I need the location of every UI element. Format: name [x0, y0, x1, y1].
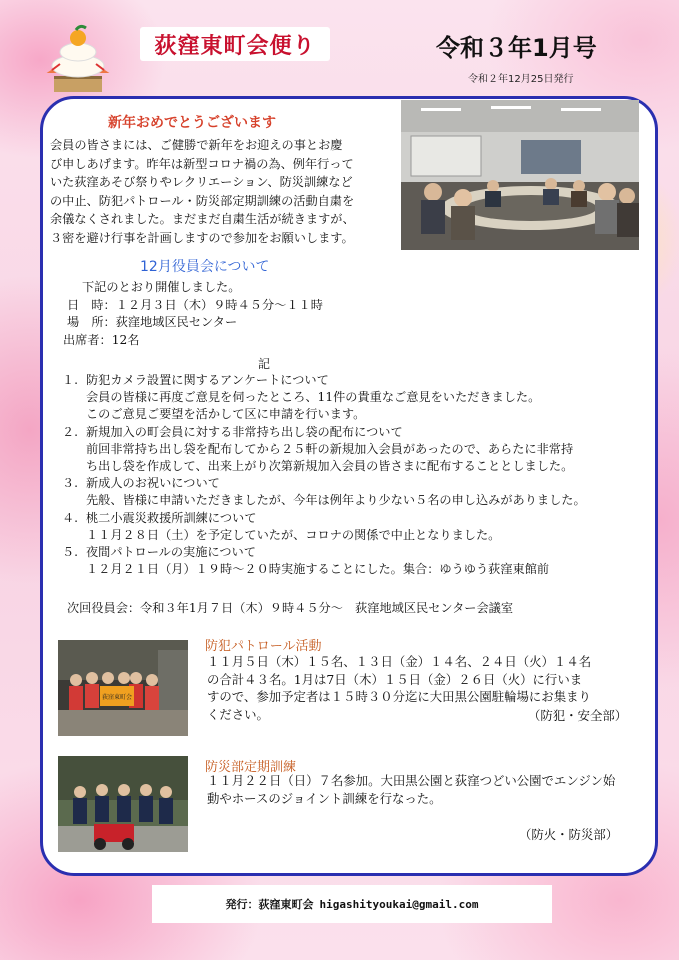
agenda-title: 桃二小震災救援所訓練について — [86, 510, 257, 525]
agenda-item — [62, 475, 652, 492]
greeting-line: いた荻窪あそび祭りやレクリエーション、防災訓練など — [50, 175, 353, 189]
agenda-number: ２. — [62, 424, 79, 439]
agenda-body: このご意見ご要望を活かして区に申請を行います。 — [86, 407, 366, 422]
greeting-line: 余儀なくされました。まだまだ自粛生活が続きますが、 — [50, 212, 355, 226]
patrol-banner-text: 荻窪東町会 — [101, 694, 133, 701]
meeting-place: 場 所：荻窪地域区民センター — [67, 315, 238, 329]
ki-mark: 記 — [258, 357, 271, 371]
drill-group-photo — [58, 756, 188, 852]
drill-line: 動やホースのジョイント訓練を行なった。 — [207, 790, 442, 806]
issued-date: 令和２年12月25日発行 — [468, 74, 574, 85]
greeting-line: び申しあげます。昨年は新型コロナ禍の為、例年行って — [50, 156, 354, 171]
patrol-signature: （防犯・安全部） — [528, 708, 628, 723]
agenda-item — [62, 372, 652, 389]
newsletter-title: 荻窪東町会便り — [140, 27, 330, 61]
patrol-line: １１月５日（木）１５名、１３日（金）１４名、２４日（火）１４名 — [207, 654, 592, 669]
patrol-heading: 防犯パトロール活動 — [205, 639, 322, 654]
greeting-line: ３密を避け行事を計画しますので参加をお願いします。 — [50, 230, 354, 245]
footer — [152, 885, 552, 923]
meeting-intro: 下記のとおり開催しました。 — [82, 280, 241, 294]
agenda-item — [62, 424, 652, 441]
new-year-heading: 新年おめでとうございます — [108, 115, 276, 131]
drill-line: １１月２２日（日）７名参加。大田黒公園と荻窪つどい公園でエンジン始 — [207, 773, 616, 788]
agenda-number: ３. — [62, 476, 79, 491]
meeting-info — [58, 279, 618, 349]
agenda-item — [62, 544, 652, 561]
agenda-body: ち出し袋を作成して、出来上がり次第新規加入会員の皆さまに配布することとしました。 — [86, 459, 574, 474]
meeting-room-photo — [401, 100, 639, 250]
drill-heading: 防災部定期訓練 — [205, 760, 297, 775]
december-meeting-heading: 12月役員会について — [140, 259, 270, 275]
patrol-line: ください。 — [207, 706, 269, 722]
footer-email[interactable]: higashityoukai@gmail.com — [319, 897, 479, 911]
drill-signature: （防火・防災部） — [519, 827, 619, 842]
issue-label: 令和３年1月号 — [436, 34, 597, 62]
footer-publisher: 発行：荻窪東町会 — [225, 898, 314, 911]
drill-text — [207, 772, 647, 807]
agenda-title: 夜間パトロールの実施について — [86, 545, 256, 560]
agenda-body: １２月２１日（月）１９時〜２０時実施することにした。集合：ゆうゆう荻窪東館前 — [86, 562, 550, 577]
agenda-number: ４. — [62, 510, 79, 525]
new-year-greeting — [50, 136, 398, 247]
agenda-body: １１月２８日（土）を予定していたが、コロナの関係で中止となりました。 — [86, 527, 501, 542]
agenda-body: 先般、皆様に申請いただきましたが、今年は例年より少ない５名の申し込みがありました。 — [86, 493, 586, 508]
agenda-title: 防犯カメラ設置に関するアンケートについて — [86, 373, 329, 387]
agenda-title: 新成人のお祝いについて — [86, 476, 220, 491]
agenda-body: 前回非常持ち出し袋を配布してから２５軒の新規加入会員があったので、あらたに非常持 — [86, 441, 574, 456]
greeting-line: の中止、防犯パトロール・防災部定期訓練の活動自粛を — [50, 193, 355, 208]
kagami-mochi-icon — [46, 24, 110, 94]
agenda-number: ５. — [62, 545, 79, 560]
agenda-item — [62, 510, 652, 527]
agenda-title: 新規加入の町会員に対する非常持ち出し袋の配布について — [86, 424, 403, 439]
patrol-line: の合計４３名。1月は7日（木）１５日（金）２６日（火）に行いま — [207, 671, 583, 687]
next-meeting: 次回役員会：令和３年1月７日（木）９時４５分〜 荻窪地域区民センター会議室 — [67, 601, 514, 615]
agenda-number: １. — [62, 373, 79, 387]
agenda-list — [62, 372, 652, 578]
agenda-body: 会員の皆様に再度ご意見を伺ったところ、11件の貴重なご意見をいただきました。 — [86, 390, 541, 405]
meeting-date: 日 時：１２月３日（木）９時４５分〜１１時 — [67, 297, 323, 312]
meeting-attendees: 出席者：12名 — [63, 332, 140, 347]
patrol-group-photo — [58, 640, 188, 736]
patrol-line: すので、参加予定者は１５時３０分迄に大田黒公園駐輪場にお集まり — [207, 689, 591, 704]
greeting-line: 会員の皆さまには、ご健勝で新年をお迎えの事とお慶 — [50, 138, 343, 152]
